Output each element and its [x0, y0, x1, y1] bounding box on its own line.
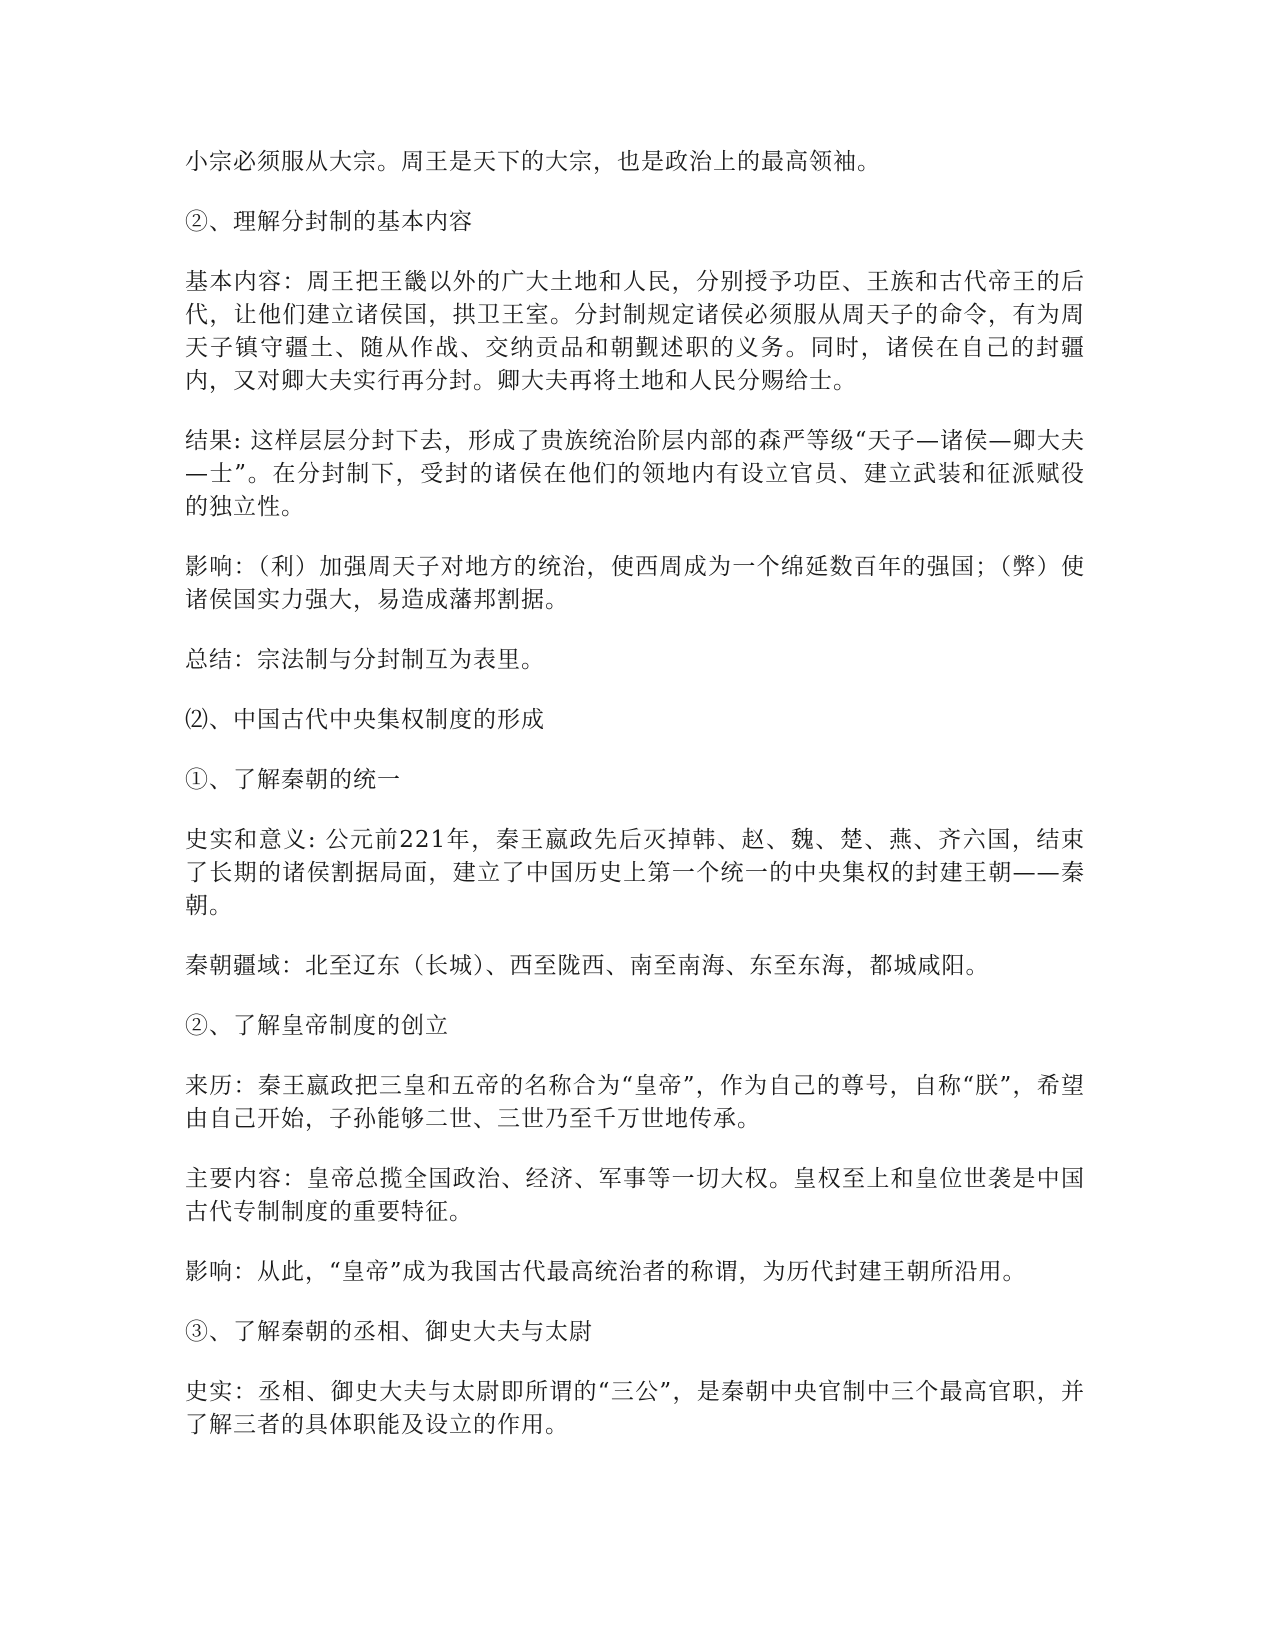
- paragraph-influence: 影响：（利）加强周天子对地方的统治，使西周成为一个绵延数百年的强国；（弊）使诸侯国实力强大，易造成藩邦割据。: [185, 554, 1085, 613]
- paragraph-facts-significance: 史实和意义: 公元前221年，秦王嬴政先后灭掉韩、赵、魏、楚、燕、齐六国，结束了长期的诸侯割据局面，建立了中国历史上第一个统一的中央集权的封建王朝——秦朝。: [185, 827, 1085, 919]
- subheading-three-ministers: ③、了解秦朝的丞相、御史大夫与太尉: [185, 1319, 593, 1345]
- paragraph-three-ministers-facts: 史实：丞相、御史大夫与太尉即所谓的“三公”，是秦朝中央官制中三个最高官职，并了解三者的具体职能及设立的作用。: [185, 1379, 1085, 1438]
- paragraph-summary: 总结：宗法制与分封制互为表里。: [185, 647, 545, 673]
- section-heading-centralization: ⑵、中国古代中央集权制度的形成: [185, 707, 545, 733]
- subheading-enfeoffment-content: ②、理解分封制的基本内容: [185, 209, 473, 235]
- paragraph-qin-territory: 秦朝疆域：北至辽东（长城）、西至陇西、南至南海、东至东海，都城咸阳。: [185, 953, 990, 979]
- document-body: [185, 146, 1085, 1469]
- subheading-emperor-system: ②、了解皇帝制度的创立: [185, 1013, 449, 1039]
- paragraph-main-content: 主要内容：皇帝总揽全国政治、经济、军事等一切大权。皇权至上和皇位世袭是中国古代专制制度的重要特征。: [185, 1166, 1085, 1225]
- subheading-qin-unification: ①、了解秦朝的统一: [185, 767, 401, 793]
- paragraph-result: 结果: 这样层层分封下去，形成了贵族统治阶层内部的森严等级“天子—诸侯—卿大夫—士”。在分封制下，受封的诸侯在他们的领地内有设立官员、建立武装和征派赋役的独立性。: [185, 428, 1085, 520]
- paragraph-continuation: 小宗必须服从大宗。周王是天下的大宗，也是政治上的最高领袖。: [185, 149, 881, 175]
- paragraph-emperor-influence: 影响：从此，“皇帝”成为我国古代最高统治者的称谓，为历代封建王朝所沿用。: [185, 1259, 1027, 1285]
- paragraph-origin: 来历：秦王嬴政把三皇和五帝的名称合为“皇帝”，作为自己的尊号，自称“朕”，希望由自己开始，子孙能够二世、三世乃至千万世地传承。: [185, 1073, 1085, 1132]
- paragraph-basic-content: 基本内容：周王把王畿以外的广大土地和人民，分别授予功臣、王族和古代帝王的后代，让他们建立诸侯国，拱卫王室。分封制规定诸侯必须服从周天子的命令，有为周天子镇守疆土、随从作战、交纳贡品和朝觐述职的义务。同时，诸侯在自己的封疆内，又对卿大夫实行再分封。卿大夫再将土地和人民分赐给士。: [185, 269, 1085, 394]
